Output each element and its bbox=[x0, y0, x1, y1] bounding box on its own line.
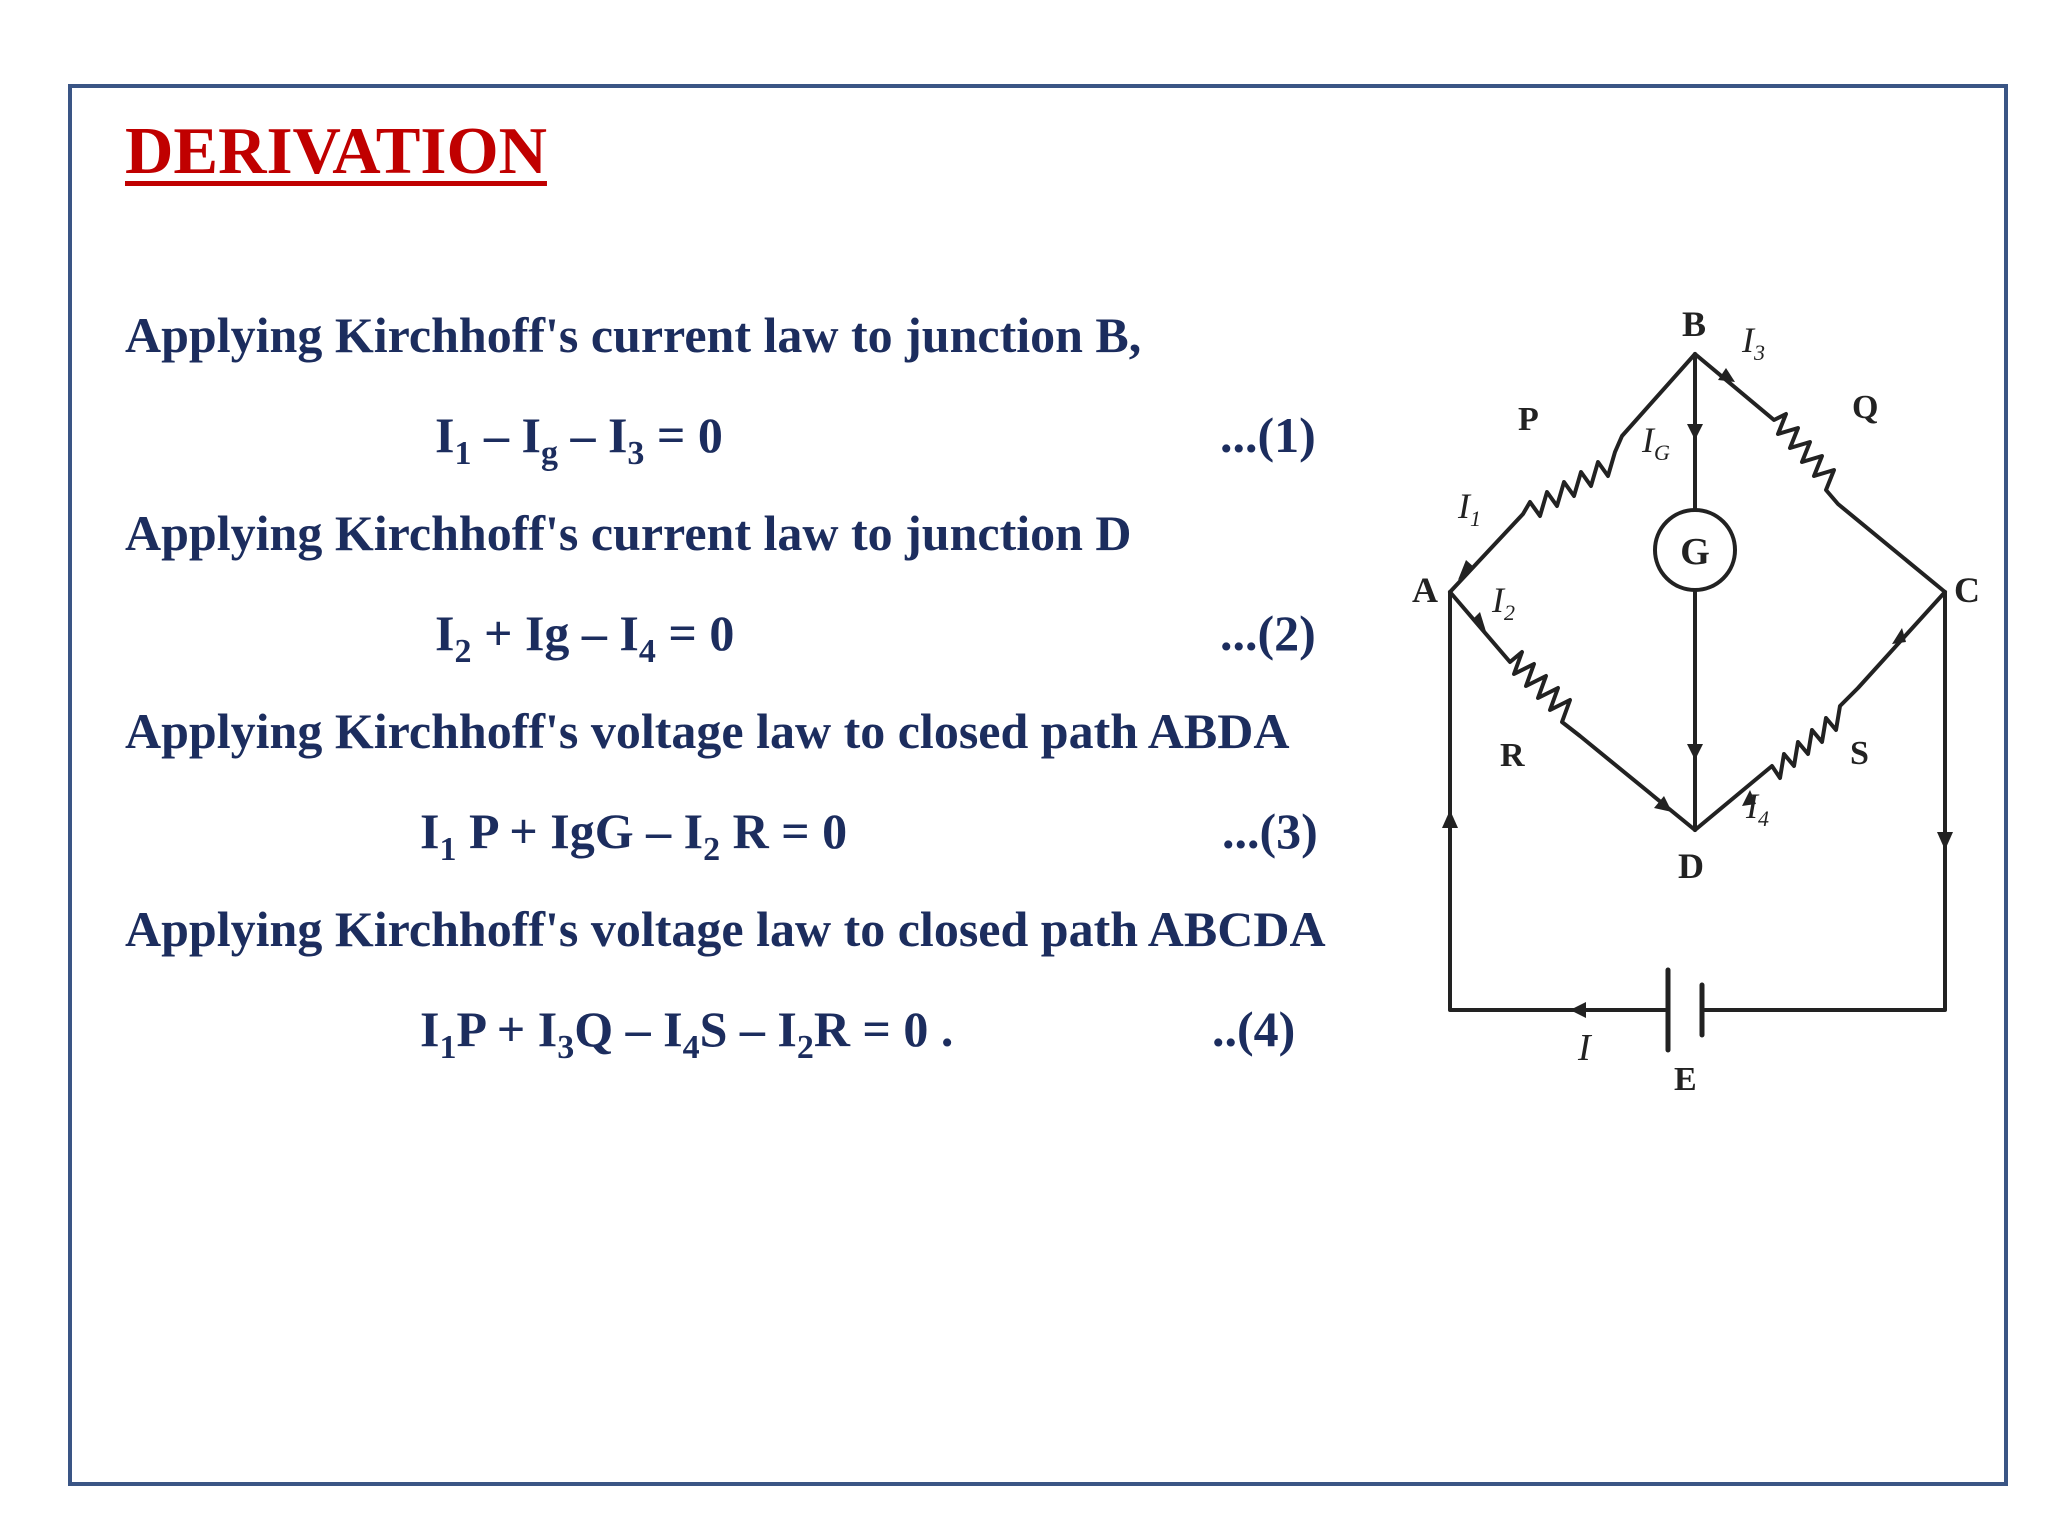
step-1-text: Applying Kirchhoff's current law to junction B, bbox=[125, 307, 1142, 363]
arrow-i2 bbox=[1472, 612, 1488, 638]
equation-2-number: ...(2) bbox=[1220, 605, 1316, 661]
current-ig: $I_G$ bbox=[1642, 420, 1670, 465]
current-i4: $I_4$ bbox=[1746, 786, 1769, 831]
wire-a-d bbox=[1450, 592, 1695, 830]
slide-title: DERIVATION bbox=[125, 114, 547, 188]
arrow-s bbox=[1892, 628, 1906, 644]
equation-4-number: ..(4) bbox=[1212, 1001, 1296, 1057]
current-i1: $I_1$ bbox=[1458, 486, 1481, 531]
equation-2: $I_2 + Ig - I_4 = 0$ bbox=[435, 605, 735, 670]
resistor-p: P bbox=[1518, 401, 1539, 438]
current-i3: $I_3$ bbox=[1742, 320, 1765, 365]
resistor-q: Q bbox=[1852, 389, 1879, 426]
node-c: C bbox=[1954, 570, 1980, 610]
node-a: A bbox=[1412, 570, 1438, 610]
wheatstone-bridge-diagram bbox=[1380, 290, 2000, 1130]
current-i: I bbox=[1578, 1027, 1591, 1069]
node-b: B bbox=[1682, 304, 1707, 344]
equation-4: $I_1P + I_3Q - I_4S - I_2R = 0$ . bbox=[420, 1001, 954, 1066]
equation-3-number: ...(3) bbox=[1222, 803, 1318, 859]
equation-1-number: ...(1) bbox=[1220, 407, 1316, 463]
wire-c-battery bbox=[1705, 592, 1945, 1010]
node-e: E bbox=[1674, 1061, 1697, 1098]
current-i2: $I_2$ bbox=[1492, 580, 1515, 625]
arrow-right-down bbox=[1937, 832, 1953, 850]
arrow-ig-lower bbox=[1687, 744, 1703, 760]
resistor-s: S bbox=[1850, 735, 1869, 772]
node-d: D bbox=[1678, 846, 1704, 886]
galvanometer-label: G bbox=[1680, 531, 1710, 573]
arrow-i bbox=[1570, 1002, 1586, 1018]
wire-d-c bbox=[1695, 592, 1945, 830]
wire-a-battery bbox=[1450, 592, 1665, 1010]
step-3-text: Applying Kirchhoff's voltage law to closed path ABDA bbox=[125, 703, 1290, 759]
step-4-text: Applying Kirchhoff's voltage law to closed path ABCDA bbox=[125, 901, 1326, 957]
step-2-text: Applying Kirchhoff's current law to junction D bbox=[125, 505, 1132, 561]
resistor-r: R bbox=[1500, 737, 1525, 774]
equation-1: $I_1 - I_g - I_3 = 0$ bbox=[435, 407, 723, 472]
arrow-ig bbox=[1687, 424, 1703, 440]
equation-3: $I_1$ P + IgG – $I_2$ R = 0 bbox=[420, 803, 848, 868]
arrow-left-up bbox=[1442, 810, 1458, 828]
